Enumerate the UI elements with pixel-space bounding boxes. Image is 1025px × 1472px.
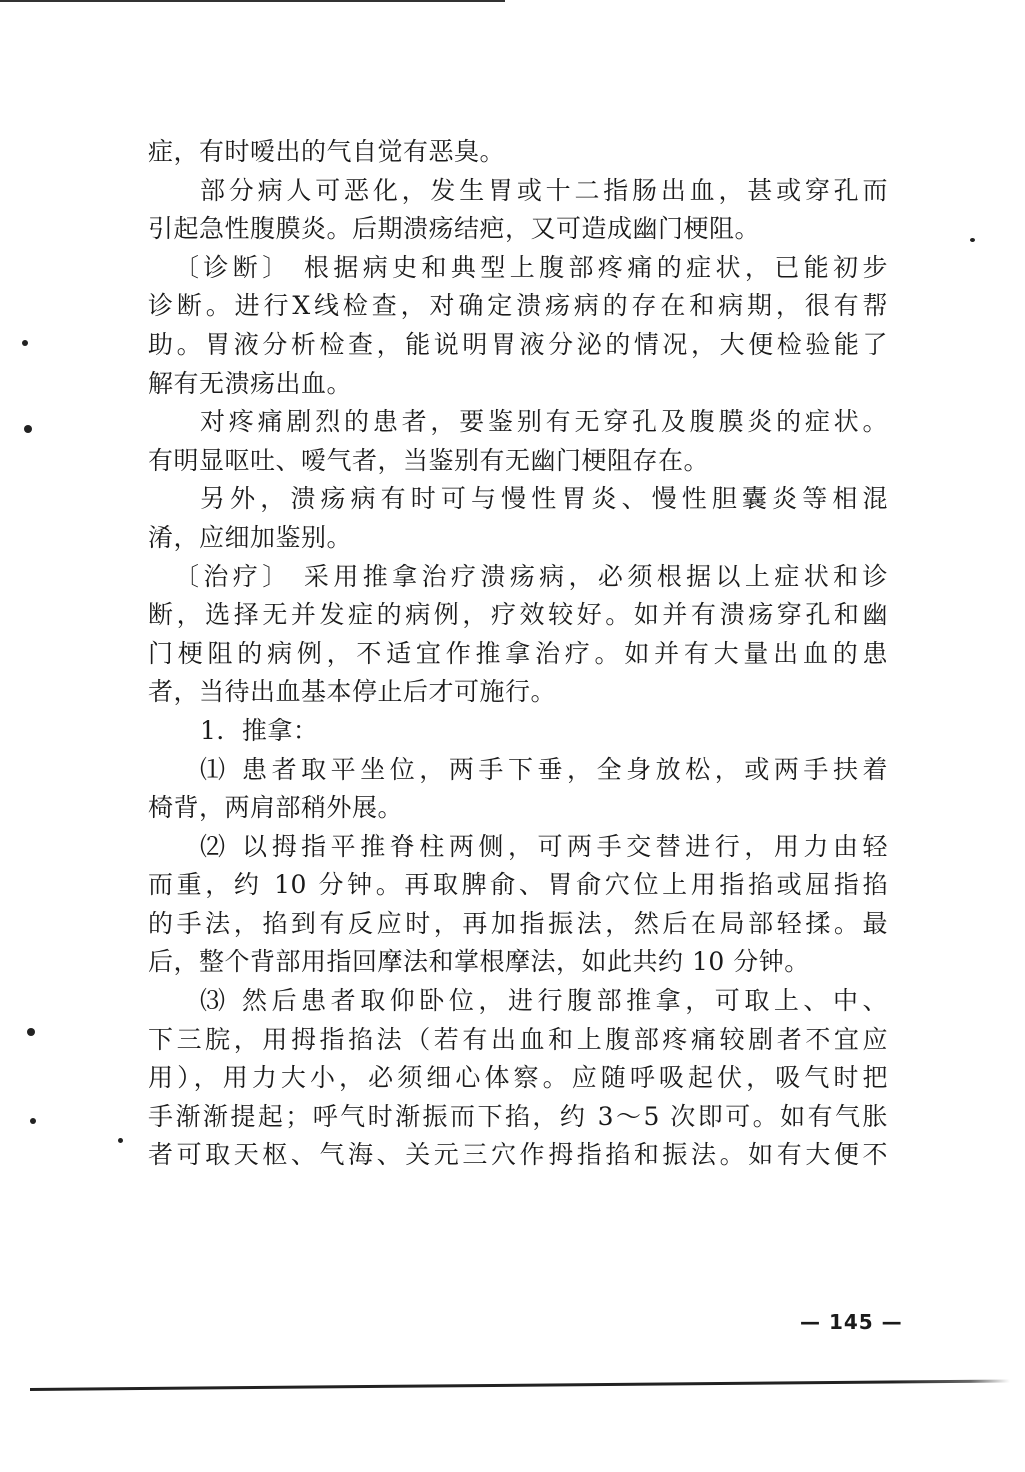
scan-speck — [30, 1118, 36, 1124]
text-line: ⑶ 然后患者取仰卧位，进行腹部推拿，可取上、中、 — [200, 986, 888, 1016]
text-line: 门梗阻的病例，不适宜作推拿治疗。如并有大量出血的患 — [148, 638, 888, 668]
text-line: 后，整个背部用指回摩法和掌根摩法，如此共约 10 分钟。 — [148, 947, 810, 977]
scan-speck — [22, 340, 28, 346]
text-line: 对疼痛剧烈的患者，要鉴别有无穿孔及腹膜炎的症状。 — [200, 407, 888, 437]
page-body — [148, 133, 888, 1175]
text-line: 而重，约 10 分钟。再取脾俞、胃俞穴位上用指掐或屈指掐 — [148, 870, 888, 900]
scan-speck — [970, 238, 975, 242]
text-line: 者可取天枢、气海、关元三穴作拇指掐和振法。如有大便不 — [148, 1140, 888, 1170]
text-line: 淆，应细加鉴别。 — [148, 522, 353, 552]
text-line: ⑵ 以拇指平推脊柱两侧，可两手交替进行，用力由轻 — [200, 831, 888, 861]
text-line: 助。胃液分析检查，能说明胃液分泌的情况，大便检验能了 — [148, 329, 888, 359]
page-number: — 145 — — [800, 1310, 903, 1334]
top-rule — [0, 0, 505, 2]
bottom-rule — [30, 1379, 1010, 1391]
text-line: 断，选择无并发症的病例，疗效较好。如并有溃疡穿孔和幽 — [148, 600, 888, 630]
section-heading: 1．推拿： — [200, 715, 319, 745]
text-line: 手渐渐提起；呼气时渐振而下掐，约 3～5 次即可。如有气胀 — [148, 1101, 888, 1131]
text-line: 引起急性腹膜炎。后期溃疡结疤，又可造成幽门梗阻。 — [148, 214, 761, 244]
text-line: 诊断。进行X线检查，对确定溃疡病的存在和病期，很有帮 — [148, 291, 888, 321]
text-line: 部分病人可恶化，发生胃或十二指肠出血，甚或穿孔而 — [200, 175, 888, 205]
scan-speck — [27, 1028, 35, 1036]
text-line: 〔诊断〕 根据病史和典型上腹部疼痛的症状，已能初步 — [174, 252, 888, 282]
text-line: 者，当待出血基本停止后才可施行。 — [148, 677, 557, 707]
text-line: 〔治疗〕 采用推拿治疗溃疡病，必须根据以上症状和诊 — [174, 561, 888, 591]
text-line: ⑴ 患者取平坐位，两手下垂，全身放松，或两手扶着 — [200, 754, 888, 784]
scan-speck — [118, 1138, 123, 1143]
text-line: 下三脘，用拇指掐法（若有出血和上腹部疼痛较剧者不宜应 — [148, 1024, 888, 1054]
text-line: 有明显呕吐、嗳气者，当鉴别有无幽门梗阻存在。 — [148, 445, 710, 475]
text-line: 用），用力大小，必须细心体察。应随呼吸起伏，吸气时把 — [148, 1063, 888, 1093]
text-line: 解有无溃疡出血。 — [148, 368, 353, 398]
text-line: 另外，溃疡病有时可与慢性胃炎、慢性胆囊炎等相混 — [200, 484, 888, 514]
text-line: 的手法，掐到有反应时，再加指振法，然后在局部轻揉。最 — [148, 908, 888, 938]
scan-speck — [24, 425, 32, 433]
text-line: 椅背，两肩部稍外展。 — [148, 793, 404, 823]
text-line: 症，有时嗳出的气自觉有恶臭。 — [148, 137, 506, 166]
